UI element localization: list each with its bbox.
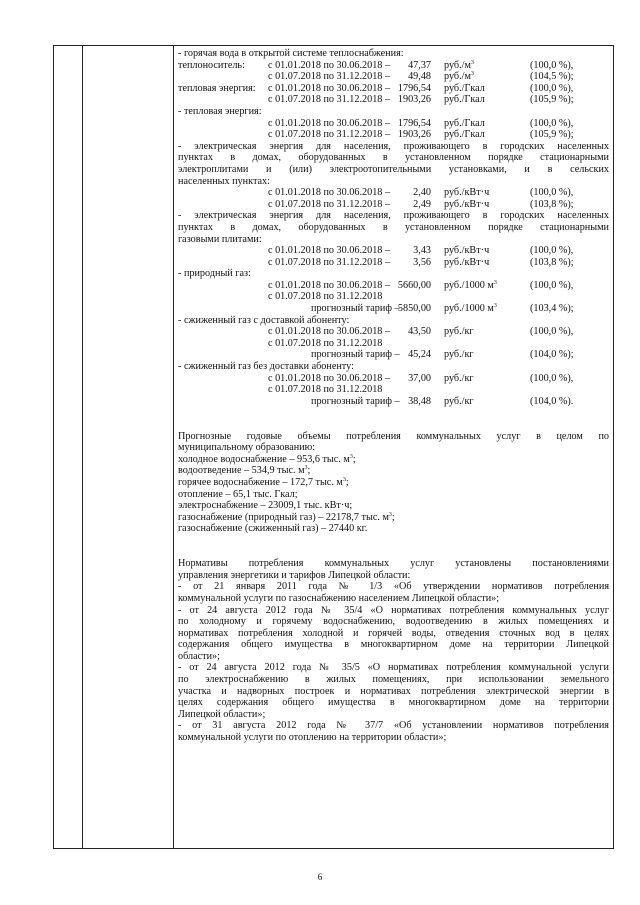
norm-line: - от 24 августа 2012 года № 35/4 «О нормативах потребления коммунальных услуг	[178, 604, 609, 616]
tariff-row	[178, 280, 609, 292]
tariff-period: с 01.01.2018 по 30.06.2018 –	[268, 59, 391, 71]
tariff-row	[178, 187, 609, 199]
tariff-period: прогнозный тариф –	[311, 303, 400, 315]
tariff-unit-text: руб./кВт·ч	[444, 187, 490, 199]
volume-item	[178, 465, 609, 477]
volume-end: ;	[352, 453, 356, 465]
spacer	[178, 419, 609, 431]
tariff-value: 37,00	[408, 372, 431, 384]
superscript: 3	[349, 453, 353, 460]
tariff-unit	[444, 129, 485, 141]
text-line: - электрическая энергия для населения, проживающего в городских населенных	[178, 210, 609, 222]
volume-text: горячее водоснабжение – 172,7 тыс. м	[178, 476, 343, 488]
tariff-value: 47,37	[408, 59, 431, 71]
tariff-row	[178, 94, 609, 106]
tariff-row	[178, 338, 609, 350]
tariff-unit	[444, 280, 497, 292]
tariff-unit	[444, 94, 485, 106]
tariff-percent: (104,0 %);	[530, 349, 574, 361]
tariff-percent: (104,0 %).	[530, 395, 574, 407]
tariff-value: 5660,00	[397, 279, 431, 291]
tariff-period: с 01.01.2018 по 30.06.2018 –	[268, 82, 391, 94]
spacer	[178, 547, 609, 559]
norm-line: целях содержания общего имущества в многоквартирном доме на территории	[178, 697, 609, 709]
text-line: муниципальному образованию:	[178, 442, 316, 454]
tariff-value: 38,48	[408, 395, 431, 407]
text-line: населенных пунктах:	[178, 175, 270, 187]
tariff-unit	[444, 257, 489, 269]
tariff-row	[178, 384, 609, 396]
tariff-period: с 01.01.2018 по 30.06.2018 –	[268, 279, 391, 291]
tariff-period: с 01.01.2018 по 30.06.2018 –	[268, 326, 391, 338]
tariff-row	[178, 71, 609, 83]
text-line: - электрическая энергия для населения, проживающего в городских населенных	[178, 140, 609, 152]
tariff-percent: (100,0 %),	[530, 372, 574, 384]
tariff-value: 1796,54	[397, 82, 431, 94]
text-line: пунктах в домах, оборудованных в установленном порядке стационарными	[178, 152, 609, 164]
tariff-percent: (100,0 %),	[530, 59, 574, 71]
tariff-label: теплоноситель:	[178, 59, 245, 71]
tariff-row	[178, 373, 609, 385]
tariff-unit	[444, 71, 474, 83]
norm-line: Липецкой области»;	[178, 708, 266, 720]
page-number: 6	[317, 872, 323, 882]
volume-text: газоснабжение (природный газ) – 22178,7 тыс. м	[178, 511, 389, 523]
tariff-period: с 01.07.2018 по 31.12.2018 –	[268, 71, 391, 83]
tariff-unit-text: руб./кВт·ч	[444, 245, 490, 257]
volume-item	[178, 512, 609, 524]
tariff-row	[178, 118, 609, 130]
spacer	[178, 407, 609, 419]
spacer	[178, 535, 609, 547]
tariff-value: 1903,26	[397, 129, 431, 141]
tariff-row	[178, 60, 609, 72]
norm-line: коммунальной услуги по отоплению на территории области»;	[178, 732, 447, 744]
norm-line: содержания общего имущества в многоквартирном доме на территории Липецкой	[178, 639, 609, 651]
tariff-unit	[444, 326, 474, 338]
tariff-percent: (104,5 %);	[530, 71, 574, 83]
tariff-period: с 01.07.2018 по 31.12.2018	[268, 291, 383, 303]
tariff-period: с 01.01.2018 по 30.06.2018 –	[268, 187, 391, 199]
tariff-row	[178, 129, 609, 141]
tariff-percent: (100,0 %),	[530, 245, 574, 257]
superscript: 3	[388, 511, 392, 518]
tariff-unit-text: руб./Гкал	[444, 82, 485, 94]
tariff-row	[178, 83, 609, 95]
tariff-period: с 01.07.2018 по 31.12.2018 –	[268, 94, 391, 106]
tariff-unit	[444, 303, 497, 315]
tariff-value: 2,49	[413, 198, 431, 210]
column-divider	[173, 46, 174, 848]
tariff-unit-text: руб./кг	[444, 395, 474, 407]
tariff-row	[178, 303, 609, 315]
tariff-unit-text: руб./кг	[444, 349, 474, 361]
tariff-percent: (100,0 %),	[530, 326, 574, 338]
tariff-unit	[444, 396, 474, 408]
tariff-period: с 01.07.2018 по 31.12.2018 –	[268, 129, 391, 141]
norm-line: - от 31 августа 2012 года № 37/7 «Об установлении нормативов потребления	[178, 720, 609, 732]
norm-line: участка и надворных построек и нормативах потребления электрической энергии в	[178, 685, 609, 697]
tariff-unit	[444, 349, 474, 361]
norm-line: нормативах потребления холодной и горячей воды, отведения сточных вод в целях	[178, 627, 609, 639]
tariff-unit	[444, 373, 474, 385]
tariff-value: 1903,26	[397, 94, 431, 106]
norm-line: - от 24 августа 2012 года № 35/5 «О нормативах потребления коммунальной услуги	[178, 662, 609, 674]
volume-text: электроснабжение – 23009,1 тыс. кВт·ч;	[178, 500, 353, 512]
tariff-percent: (103,4 %);	[530, 303, 574, 315]
tariff-unit-text: руб./кг	[444, 372, 474, 384]
volume-item	[178, 477, 609, 489]
tariff-unit-text: руб./1000 м	[444, 303, 494, 315]
superscript: 3	[304, 465, 308, 472]
text-line: Прогнозные годовые объемы потребления коммунальных услуг в целом по	[178, 430, 609, 442]
text-line: - сжиженный газ с доставкой абоненту:	[178, 314, 350, 326]
volume-text: отопление – 65,1 тыс. Гкал;	[178, 488, 298, 500]
norm-line: коммунальной услуги по газоснабжению населением Липецкой области»;	[178, 592, 500, 604]
norm-line: по холодному и горячему водоснабжению, водоотведению в жилых помещениях и	[178, 616, 609, 628]
tariff-percent: (103,8 %);	[530, 256, 574, 268]
volume-end: ;	[345, 476, 349, 488]
tariff-value: 45,24	[408, 349, 431, 361]
tariff-period: с 01.07.2018 по 31.12.2018 –	[268, 198, 391, 210]
tariff-percent: (100,0 %),	[530, 117, 574, 129]
tariff-period: с 01.01.2018 по 30.06.2018 –	[268, 245, 391, 257]
volume-text: водоотведение – 534,9 тыс. м	[178, 465, 305, 477]
tariff-unit	[444, 83, 485, 95]
tariff-period: прогнозный тариф –	[311, 349, 400, 361]
tariff-percent: (100,0 %),	[530, 187, 574, 199]
tariff-unit-text: руб./м	[444, 71, 471, 83]
tariff-unit-text: руб./1000 м	[444, 279, 494, 291]
superscript: 3	[470, 59, 474, 66]
tariff-percent: (103,8 %);	[530, 198, 574, 210]
tariff-unit	[444, 199, 489, 211]
tariff-unit-text: руб./Гкал	[444, 129, 485, 141]
tariff-unit	[444, 60, 474, 72]
tariff-value: 3,43	[413, 245, 431, 257]
tariff-period: с 01.01.2018 по 30.06.2018 –	[268, 372, 391, 384]
tariff-unit	[444, 245, 489, 257]
tariff-value: 1796,54	[397, 117, 431, 129]
superscript: 3	[470, 71, 474, 78]
text-line: - горячая вода в открытой системе теплоснабжения:	[178, 48, 404, 59]
superscript: 3	[493, 303, 497, 310]
tariff-value: 2,40	[413, 187, 431, 199]
volume-item	[178, 489, 609, 501]
tariff-percent: (105,9 %);	[530, 129, 574, 141]
text-line: - сжиженный газ без доставки абоненту:	[178, 361, 354, 373]
tariff-value: 5850,00	[397, 303, 431, 315]
norm-line: области»;	[178, 650, 220, 662]
tariff-percent: (105,9 %);	[530, 94, 574, 106]
tariff-unit	[444, 187, 489, 199]
norm-line: управления энергетики и тарифов Липецкой области:	[178, 569, 411, 581]
text-line: газовыми плитами:	[178, 233, 262, 245]
volume-text: холодное водоснабжение – 953,6 тыс. м	[178, 453, 350, 465]
tariff-label: тепловая энергия:	[178, 82, 256, 94]
tariff-percent: (100,0 %),	[530, 279, 574, 291]
tariff-period: с 01.01.2018 по 30.06.2018 –	[268, 117, 391, 129]
tariff-unit-text: руб./кг	[444, 326, 474, 338]
column-divider	[82, 46, 83, 848]
norm-line: Нормативы потребления коммунальных услуг установлены постановлениями	[178, 558, 609, 570]
superscript: 3	[493, 279, 497, 286]
tariff-row	[178, 396, 609, 408]
tariff-row	[178, 326, 609, 338]
tariff-row	[178, 257, 609, 269]
tariff-value: 43,50	[408, 326, 431, 338]
volume-end: ;	[391, 511, 395, 523]
tariff-period: с 01.07.2018 по 31.12.2018	[268, 337, 383, 349]
volume-item	[178, 523, 609, 535]
tariff-period: прогнозный тариф –	[311, 395, 400, 407]
volume-item	[178, 454, 609, 466]
tariff-unit	[444, 118, 485, 130]
text-line: - природный газ:	[178, 268, 251, 280]
tariff-value: 3,56	[413, 256, 431, 268]
tariff-unit-text: руб./Гкал	[444, 117, 485, 129]
tariff-unit-text: руб./кВт·ч	[444, 256, 490, 268]
text-line: - тепловая энергия:	[178, 105, 262, 117]
text-line: электроплитами и (или) электроотопительными установками, и в сельских	[178, 163, 609, 175]
tariff-period: с 01.07.2018 по 31.12.2018 –	[268, 256, 391, 268]
tariff-percent: (100,0 %),	[530, 82, 574, 94]
tariff-unit-text: руб./Гкал	[444, 94, 485, 106]
volume-end: ;	[307, 465, 311, 477]
norm-line: - от 21 января 2011 года № 1/3 «Об утверждении нормативов потребления	[178, 581, 609, 593]
table-frame	[53, 45, 614, 849]
tariff-unit-text: руб./м	[444, 59, 471, 71]
volume-text: газоснабжение (сжиженный газ) – 27440 кг.	[178, 523, 368, 535]
document-text	[178, 48, 609, 744]
tariff-row	[178, 291, 609, 303]
text-line: пунктах в домах, оборудованных в установленном порядке стационарными	[178, 221, 609, 233]
tariff-row	[178, 245, 609, 257]
tariff-value: 49,48	[408, 71, 431, 83]
tariff-row	[178, 199, 609, 211]
superscript: 3	[342, 476, 346, 483]
norm-line: по электроснабжению в жилых помещениях, при использовании земельного	[178, 674, 609, 686]
volume-item	[178, 500, 609, 512]
tariff-period: с 01.07.2018 по 31.12.2018	[268, 384, 383, 396]
tariff-unit-text: руб./кВт·ч	[444, 198, 490, 210]
tariff-row	[178, 349, 609, 361]
